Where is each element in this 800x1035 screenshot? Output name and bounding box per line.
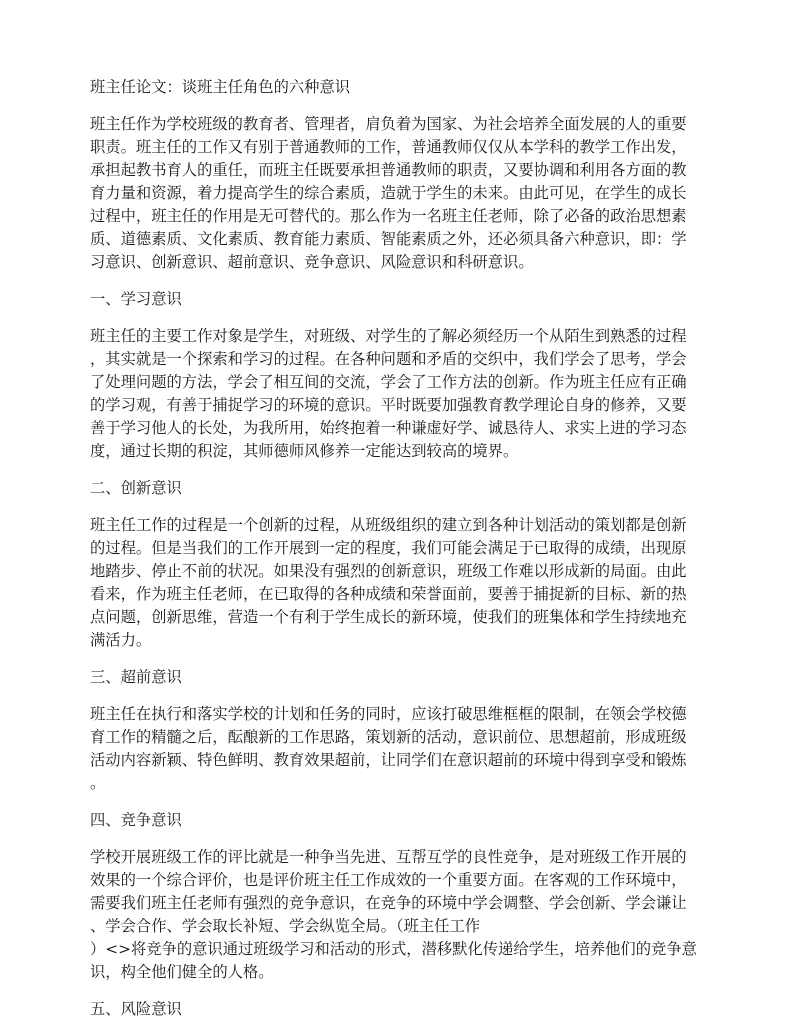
paragraph-line: 点问题，创新思维，营造一个有利于学生成长的新环境，使我们的班集体和学生持续地充 <box>90 608 687 626</box>
intro-paragraph <box>90 113 712 274</box>
section-paragraph-learning <box>90 325 712 463</box>
paragraph-line: 活动内容新颖、特色鲜明、教育效果超前，让同学们在意识超前的环境中得到享受和锻炼 <box>90 751 687 769</box>
paragraph-line: 育工作的精髓之后，酝酿新的工作思路，策划新的活动，意识前位、思想超前，形成班级 <box>90 728 687 746</box>
section-heading-competition: 四、竞争意识 <box>90 811 182 829</box>
paragraph-line: 。 <box>90 774 106 792</box>
paragraph-line: 职责。班主任的工作又有别于普通教师的工作，普通教师仅仅从本学科的教学工作出发， <box>90 138 687 156</box>
paragraph-line: 识，构全他们健全的人格。 <box>90 963 274 981</box>
section-paragraph-foresight <box>90 703 712 795</box>
paragraph-line: 的过程。但是当我们的工作开展到一定的程度，我们可能会满足于已取得的成绩，出现原 <box>90 539 687 557</box>
paragraph-line: 班主任的主要工作对象是学生，对班级、对学生的了解必须经历一个从陌生到熟悉的过程 <box>90 327 687 345</box>
paragraph-line: 需要我们班主任老师有强烈的竞争意识，在竞争的环境中学会调整、学会创新、学会谦让 <box>90 894 687 912</box>
paragraph-line: 、学会合作、学会取长补短、学会纵览全局。（班主任工作 <box>90 917 481 935</box>
paragraph-line: 班主任工作的过程是一个创新的过程，从班级组织的建立到各种计划活动的策划都是创新 <box>90 516 687 534</box>
paragraph-line: ，其实就是一个探索和学习的过程。在各种问题和矛盾的交织中，我们学会了思考，学会 <box>90 350 687 368</box>
paragraph-line: 了处理问题的方法，学会了相互间的交流，学会了工作方法的创新。作为班主任应有正确 <box>90 373 687 391</box>
paragraph-line: 班主任在执行和落实学校的计划和任务的同时，应该打破思维框框的限制，在领会学校德 <box>90 705 687 723</box>
paragraph-line: 度，通过长期的积淀，其师德师风修养一定能达到较高的境界。 <box>90 442 519 460</box>
section-paragraph-competition <box>90 846 712 984</box>
paragraph-line: 看来，作为班主任老师，在已取得的各种成绩和荣誉面前，要善于捕捉新的目标、新的热 <box>90 585 687 603</box>
document-title: 班主任论文：谈班主任角色的六种意识 <box>90 78 351 96</box>
paragraph-line: 班主任作为学校班级的教育者、管理者，肩负着为国家、为社会培养全面发展的人的重要 <box>90 115 687 133</box>
paragraph-line: ）<>将竞争的意识通过班级学习和活动的形式，潜移默化传递给学生，培养他们的竞争意 <box>90 940 697 958</box>
section-heading-innovation: 二、创新意识 <box>90 479 182 497</box>
paragraph-line: 育力量和资源，着力提高学生的综合素质，造就于学生的未来。由此可见，在学生的成长 <box>90 184 687 202</box>
paragraph-line: 承担起教书育人的重任，而班主任既要承担普通教师的职责，又要协调和利用各方面的教 <box>90 161 687 179</box>
paragraph-line: 善于学习他人的长处，为我所用，始终抱着一种谦虚好学、诚恳待人、求实上进的学习态 <box>90 419 687 437</box>
section-heading-foresight: 三、超前意识 <box>90 668 182 686</box>
section-heading-learning: 一、学习意识 <box>90 290 182 308</box>
paragraph-line: 的学习观，有善于捕捉学习的环境的意识。平时既要加强教育教学理论自身的修养，又要 <box>90 396 687 414</box>
paragraph-line: 习意识、创新意识、超前意识、竞争意识、风险意识和科研意识。 <box>90 253 534 271</box>
paragraph-line: 地踏步、停止不前的状况。如果没有强烈的创新意识，班级工作难以形成新的局面。由此 <box>90 562 687 580</box>
section-heading-risk: 五、风险意识 <box>90 1000 182 1018</box>
paragraph-line: 学校开展班级工作的评比就是一种争当先进、互帮互学的良性竞争，是对班级工作开展的 <box>90 848 687 866</box>
paragraph-line: 质、道德素质、文化素质、教育能力素质、智能素质之外，还必须具备六种意识，即：学 <box>90 230 687 248</box>
paragraph-line: 效果的一个综合评价，也是评价班主任工作成效的一个重要方面。在客观的工作环境中， <box>90 871 687 889</box>
section-paragraph-innovation <box>90 514 712 652</box>
paragraph-line: 过程中，班主任的作用是无可替代的。那么作为一名班主任老师，除了必备的政治思想素 <box>90 207 687 225</box>
document-page <box>90 76 712 1035</box>
paragraph-line: 满活力。 <box>90 631 152 649</box>
